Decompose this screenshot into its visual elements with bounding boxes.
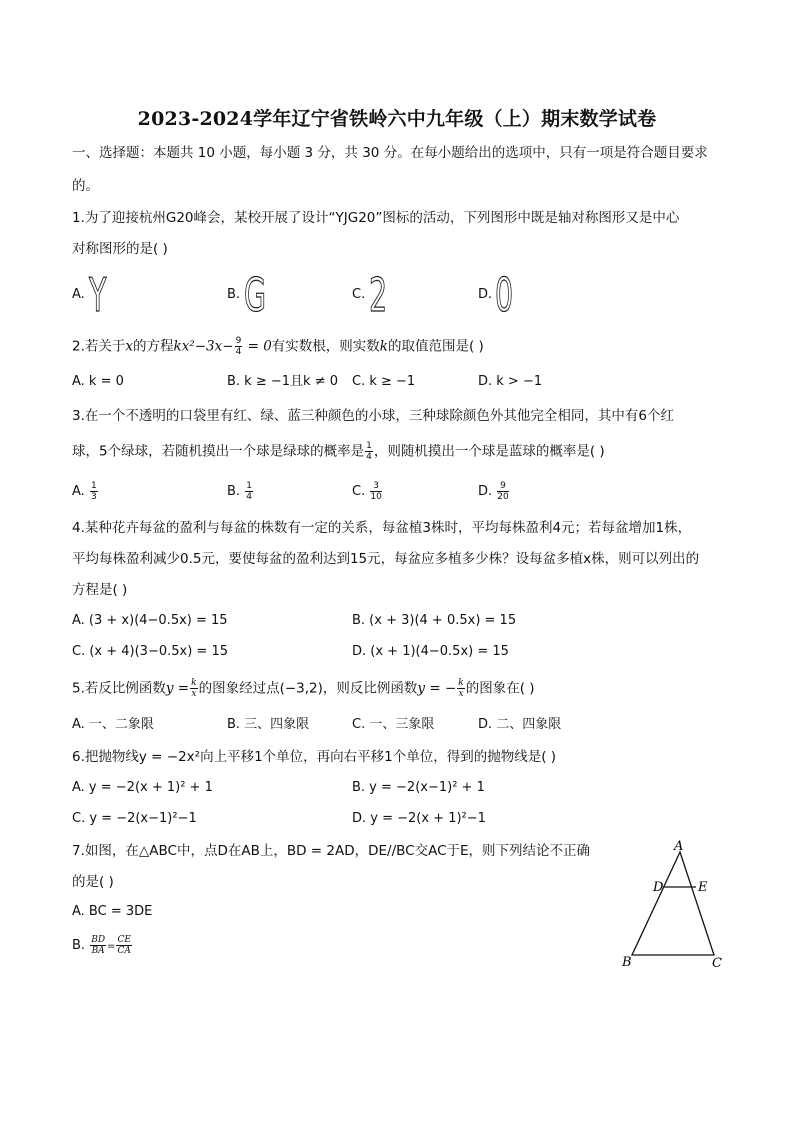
q1-option-d	[478, 285, 492, 305]
q3-option-b: B. $\frac{1}{4}$	[227, 481, 252, 502]
q3-fraction: $\frac{1}{4}$	[366, 441, 372, 462]
q2-option-c: C. k ≥ −1	[352, 374, 416, 389]
q6-option-b: B. y = −2(x−1)² + 1	[352, 780, 485, 795]
q1-option-a-label: A.	[72, 287, 85, 302]
q1-option-c-label: C.	[352, 287, 366, 302]
q1-option-a-glyph: Y	[89, 268, 107, 322]
q6-option-c: C. y = −2(x−1)²−1	[72, 811, 197, 826]
section-header-line1: 一、选择题：本题共 10 小题，每小题 3 分，共 30 分。在每小题给出的选项中，只有一项是符合题目要求	[72, 145, 708, 161]
q2-stem: 2.若关于x的方程kx²−3x− $\frac{9}{4}$ = 0有实数根，则实数k的取值范围是( )	[72, 336, 484, 357]
q5-option-b: B. 三、四象限	[227, 717, 310, 732]
q1-option-c-glyph: 2	[369, 268, 388, 322]
section-header-line2: 的。	[72, 178, 99, 194]
q1-stem-line2: 对称图形的是( )	[72, 241, 168, 257]
q1-option-b-label: B.	[227, 287, 241, 302]
q3-option-c: C. $\frac{3}{10}$	[352, 481, 382, 502]
q4-stem-line2: 平均每株盈利减少0.5元，要使每盆的盈利达到15元，每盆应多植多少株？设每盆多植x株，则可以列出的	[72, 551, 700, 567]
label-d: D	[653, 880, 664, 895]
q2-fraction: $\frac{9}{4}$	[235, 336, 242, 357]
triangle-figure	[610, 835, 735, 975]
q7-option-b: B. $\frac{BD}{BA}$ = $\frac{CE}{CA}$	[72, 935, 131, 956]
triangle-abc	[632, 852, 714, 955]
q3-option-a: A. $\frac{1}{3}$	[72, 481, 97, 502]
q5-option-a: A. 一、二象限	[72, 717, 154, 732]
q6-option-a: A. y = −2(x + 1)² + 1	[72, 780, 213, 795]
label-b: B	[622, 955, 632, 970]
q7-stem-line1: 7.如图，在△ABC中，点D在AB上，BD = 2AD，DE//BC交AC于E，则下列结论不正确	[72, 843, 591, 859]
q2-option-b: B. k ≥ −1且k ≠ 0	[227, 374, 338, 389]
q3-stem-line1: 3.在一个不透明的口袋里有红、绿、蓝三种颜色的小球，三种球除颜色外其他完全相同，其中有6个红	[72, 408, 674, 424]
q5-stem: 5.若反比例函数y = $\frac{k}{x}$ 的图象经过点(−3,2)，则反比例函数y = − $\frac{k}{x}$ 的图象在( )	[72, 678, 535, 699]
q4-option-b: B. (x + 3)(4 + 0.5x) = 15	[352, 613, 517, 628]
q1-option-a	[72, 285, 85, 305]
page-title: 2023-2024学年辽宁省铁岭六中九年级（上）期末数学试卷	[137, 108, 657, 130]
q4-option-a: A. (3 + x)(4−0.5x) = 15	[72, 613, 228, 628]
q2-option-a: A. k = 0	[72, 374, 124, 389]
label-a: A	[674, 839, 684, 854]
q7-stem-line2: 的是( )	[72, 874, 114, 890]
q1-option-b	[227, 285, 240, 305]
q6-option-d: D. y = −2(x + 1)²−1	[352, 811, 486, 826]
q4-option-c: C. (x + 4)(3−0.5x) = 15	[72, 644, 228, 659]
q1-option-d-glyph: 0	[495, 268, 514, 322]
q4-option-d: D. (x + 1)(4−0.5x) = 15	[352, 644, 509, 659]
q6-stem: 6.把抛物线y = −2x²向上平移1个单位，再向右平移1个单位，得到的抛物线是( )	[72, 749, 557, 765]
q4-stem-line1: 4.某种花卉每盆的盈利与每盆的株数有一定的关系，每盆植3株时，平均每株盈利4元；若每盆增加1株，	[72, 520, 692, 536]
q2-option-d: D. k > −1	[478, 374, 543, 389]
q7-option-a: A. BC = 3DE	[72, 904, 153, 919]
q5-option-d: D. 二、四象限	[478, 717, 562, 732]
q1-option-c	[352, 285, 365, 305]
q1-stem-line1: 1.为了迎接杭州G20峰会，某校开展了设计“YJG20”图标的活动，下列图形中既是轴对称图形又是中心	[72, 210, 680, 226]
q3-stem-line2: 球，5个绿球，若随机摸出一个球是绿球的概率是 $\frac{1}{4}$ ，则随机摸出一个球是蓝球的概率是( )	[72, 441, 605, 462]
q3-option-d: D. $\frac{9}{20}$	[478, 481, 509, 502]
q1-option-d-label: D.	[478, 287, 493, 302]
q4-stem-line3: 方程是( )	[72, 582, 128, 598]
label-c: C	[712, 956, 722, 971]
q1-option-b-glyph: G	[244, 268, 267, 322]
label-e: E	[698, 880, 708, 895]
q5-option-c: C. 一、三象限	[352, 717, 435, 732]
